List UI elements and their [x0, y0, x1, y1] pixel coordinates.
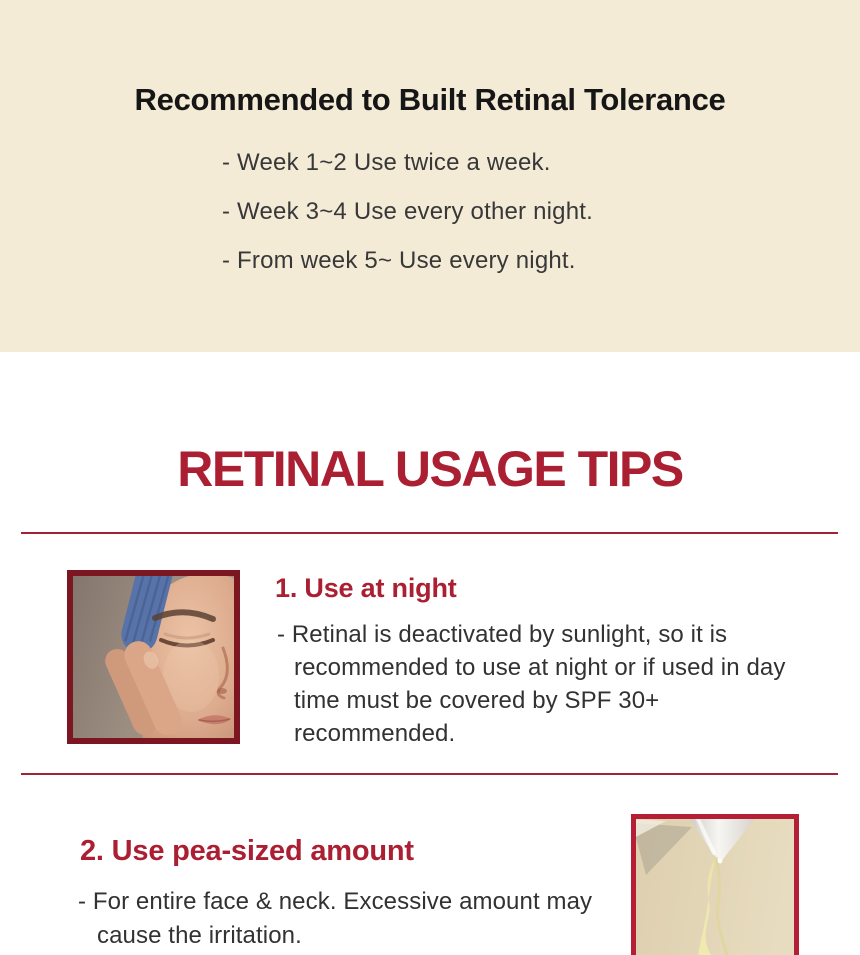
- tolerance-item-week1-2: - Week 1~2 Use twice a week.: [222, 149, 551, 176]
- tip1-body: - Retinal is deactivated by sunlight, so it is recommended to use at night or if used in day time must be covered by SPF 30+ recommended.: [277, 621, 786, 747]
- tolerance-title: Recommended to Built Retinal Tolerance: [134, 82, 726, 117]
- tips-section-title: RETINAL USAGE TIPS: [177, 441, 683, 497]
- divider-line-middle: [21, 773, 838, 775]
- divider-line-top: [21, 532, 838, 534]
- tip1-heading: 1. Use at night: [275, 573, 457, 603]
- photo-dropper-pea-sized-drop: [631, 814, 799, 955]
- woman-face-illustration: [73, 576, 234, 738]
- tolerance-item-week5: - From week 5~ Use every night.: [222, 247, 576, 274]
- tolerance-section: [0, 0, 860, 352]
- photo-woman-applying-cream: [67, 570, 240, 744]
- tolerance-list: [222, 149, 593, 296]
- tolerance-item-week3-4: - Week 3~4 Use every other night.: [222, 198, 594, 225]
- tip2-heading: 2. Use pea-sized amount: [80, 835, 414, 867]
- tip2-body: - For entire face & neck. Excessive amount may cause the irritation.: [78, 888, 593, 949]
- dropper-drop-illustration: [636, 819, 794, 955]
